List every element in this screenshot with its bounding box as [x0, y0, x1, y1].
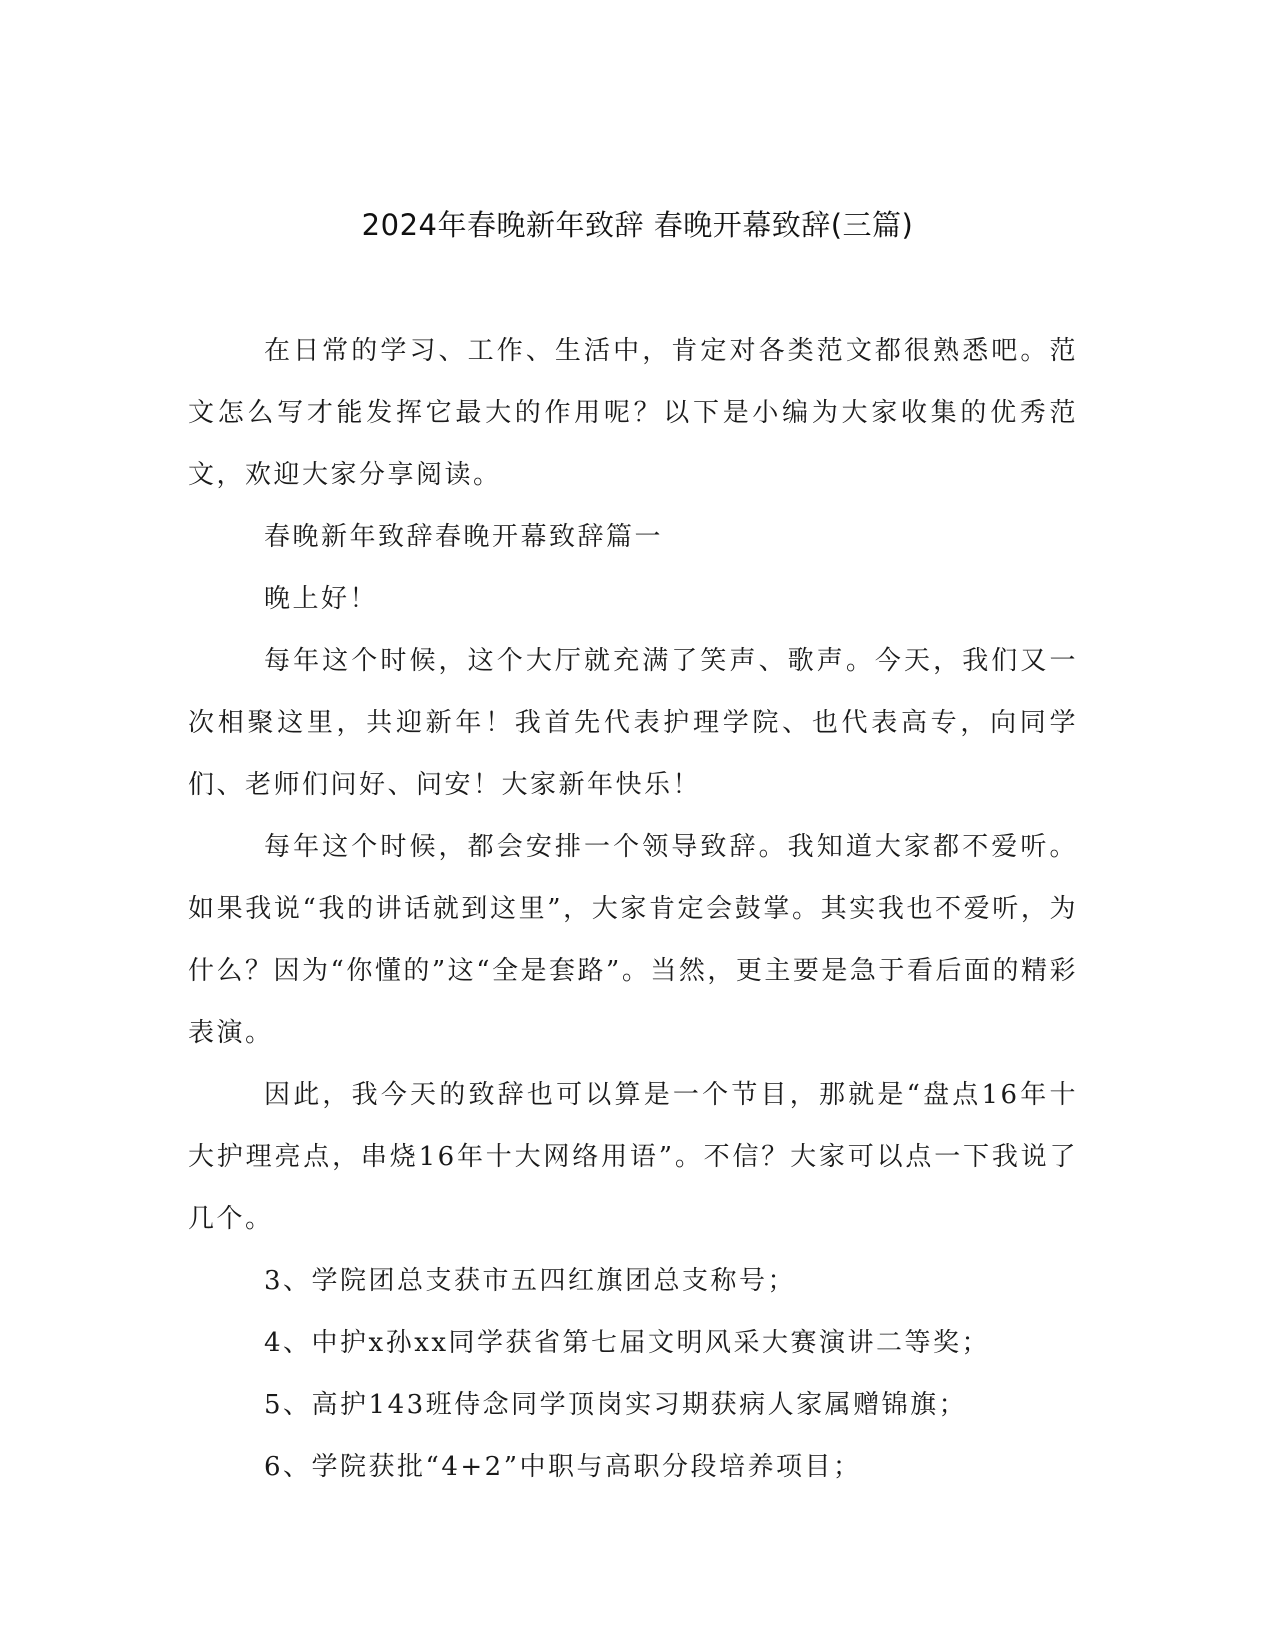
- paragraph: 每年这个时候，这个大厅就充满了笑声、歌声。今天，我们又一次相聚这里，共迎新年！我首先代表护理学院、也代表高专，向同学们、老师们问好、问安！大家新年快乐！: [188, 646, 1078, 800]
- document-body: [188, 320, 1078, 1498]
- paragraph: 每年这个时候，都会安排一个领导致辞。我知道大家都不爱听。如果我说“我的讲话就到这里”，大家肯定会鼓掌。其实我也不爱听，为什么？因为“你懂的”这“全是套路”。当然，更主要是急于看后面的精彩表演。: [188, 832, 1078, 1048]
- paragraph: 因此，我今天的致辞也可以算是一个节目，那就是“盘点16年十大护理亮点，串烧16年十大网络用语”。不信？大家可以点一下我说了几个。: [188, 1080, 1078, 1234]
- section-heading: 春晚新年致辞春晚开幕致辞篇一: [264, 522, 664, 552]
- list-item: 4、中护x孙xx同学获省第七届文明风采大赛演讲二等奖；: [264, 1328, 991, 1358]
- list-item: 3、学院团总支获市五四红旗团总支称号；: [264, 1266, 797, 1296]
- paragraph-intro: 在日常的学习、工作、生活中，肯定对各类范文都很熟悉吧。范文怎么写才能发挥它最大的作用呢？以下是小编为大家收集的优秀范文，欢迎大家分享阅读。: [188, 336, 1078, 490]
- list-item: 6、学院获批“4+2”中职与高职分段培养项目；: [264, 1452, 862, 1482]
- document-title: 2024年春晚新年致辞 春晚开幕致辞(三篇): [361, 208, 914, 242]
- paragraph-greeting: 晚上好！: [264, 584, 379, 614]
- list-item: 5、高护143班侍念同学顶岗实习期获病人家属赠锦旗；: [264, 1390, 968, 1420]
